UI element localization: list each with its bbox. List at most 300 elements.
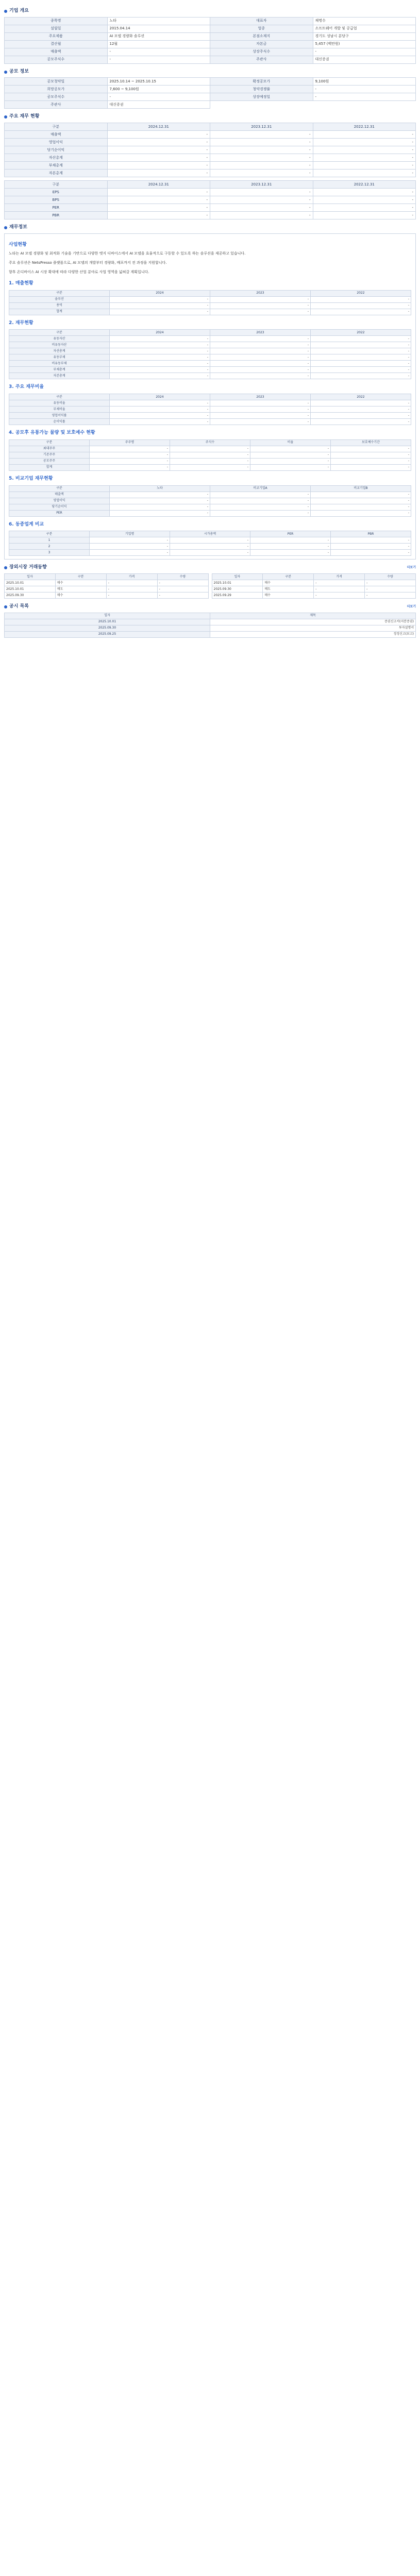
column-header: PBR bbox=[331, 531, 411, 537]
table-row bbox=[5, 592, 209, 598]
section-title-summary bbox=[4, 114, 416, 120]
table-row bbox=[9, 302, 411, 309]
table-cell: - bbox=[313, 196, 416, 204]
table-cell: - bbox=[210, 348, 311, 354]
table-cell: - bbox=[314, 586, 365, 592]
column-header: 비율 bbox=[250, 439, 331, 446]
header-row bbox=[5, 123, 416, 131]
table-cell: - bbox=[90, 464, 170, 470]
table-row bbox=[9, 550, 411, 556]
section-bullet-icon bbox=[4, 115, 7, 118]
info-value: AI 모델 경량화 솔루션 bbox=[107, 32, 210, 40]
table-cell: - bbox=[210, 146, 313, 154]
table-cell: - bbox=[313, 204, 416, 212]
table-cell: - bbox=[210, 212, 313, 219]
table-cell: - bbox=[107, 204, 210, 212]
info-label: 상장예정일 bbox=[210, 93, 313, 101]
table-cell: - bbox=[110, 510, 210, 516]
table-cell: - bbox=[110, 406, 210, 413]
valuation-table bbox=[9, 485, 411, 517]
table-cell: 부채총계 bbox=[9, 367, 110, 373]
table-cell: - bbox=[107, 189, 210, 196]
column-header: 수량 bbox=[157, 573, 208, 580]
table-row bbox=[5, 189, 416, 196]
info-value: 7,600 ~ 9,100원 bbox=[107, 86, 210, 93]
table-cell: 2025.09.29 bbox=[212, 592, 263, 598]
table-cell: 유동비율 bbox=[9, 400, 110, 406]
header-row bbox=[5, 181, 416, 189]
info-label: 매출액 bbox=[5, 48, 108, 56]
table-cell: - bbox=[210, 204, 313, 212]
info-row bbox=[5, 101, 416, 109]
info-value: - bbox=[313, 48, 416, 56]
table-cell: - bbox=[311, 492, 411, 498]
table-cell: - bbox=[170, 458, 250, 464]
info-value: - bbox=[107, 56, 210, 63]
column-header: 2022 bbox=[311, 394, 411, 400]
column-header: 구분 bbox=[9, 531, 90, 537]
table-cell: 2025.09.25 bbox=[5, 631, 210, 637]
table-cell: 부채총계 bbox=[5, 162, 108, 170]
table-cell: - bbox=[311, 498, 411, 504]
business-paragraph: 노타는 AI 모델 경량화 및 최적화 기술을 기반으로 다양한 엣지 디바이스에서 AI 모델을 효율적으로 구동할 수 있도록 하는 솔루션을 제공하고 있습니다. bbox=[9, 251, 246, 256]
info-label: 희망공모가 bbox=[5, 86, 108, 93]
table-cell: BPS bbox=[5, 196, 108, 204]
table-cell: - bbox=[210, 373, 311, 379]
info-row bbox=[5, 32, 416, 40]
column-header: 2023.12.31 bbox=[210, 181, 313, 189]
table-cell: - bbox=[170, 446, 250, 452]
table-cell: - bbox=[110, 302, 210, 309]
table-cell: - bbox=[250, 544, 331, 550]
column-header: 구분 bbox=[9, 290, 110, 296]
info-value: 대신증권 bbox=[107, 101, 210, 109]
business-paragraph: 주요 솔루션은 NetsPresso 플랫폼으로, AI 모델의 개발부터 경량화, 배포까지 전 과정을 지원합니다. bbox=[9, 261, 167, 265]
notices-more-link[interactable]: 더보기 bbox=[407, 604, 416, 608]
offering-table bbox=[4, 77, 416, 109]
table-row bbox=[212, 592, 416, 598]
column-header: 주주명 bbox=[90, 439, 170, 446]
table-cell: - bbox=[313, 170, 416, 177]
info-value: 대신증권 bbox=[313, 56, 416, 63]
table-cell: - bbox=[157, 592, 208, 598]
table-cell: - bbox=[110, 367, 210, 373]
business-paragraph: 향후 온디바이스 AI 시장 확대에 따라 다양한 산업 분야로 사업 영역을 넓혀갈 계획입니다. bbox=[9, 270, 149, 275]
info-label: 자본금 bbox=[210, 40, 313, 48]
table-cell: - bbox=[107, 170, 210, 177]
table-cell: 자산총계 bbox=[5, 154, 108, 162]
table-cell: 3 bbox=[9, 550, 90, 556]
table-row bbox=[9, 504, 411, 510]
table-row bbox=[9, 354, 411, 361]
table-cell: - bbox=[107, 131, 210, 139]
table-cell: - bbox=[250, 464, 331, 470]
table-cell: - bbox=[210, 367, 311, 373]
table-cell: - bbox=[313, 154, 416, 162]
trade-table-right bbox=[212, 573, 416, 599]
table-row bbox=[9, 419, 411, 425]
table-cell: - bbox=[313, 189, 416, 196]
table-cell: - bbox=[170, 537, 250, 544]
table-cell: 영업이익 bbox=[5, 139, 108, 146]
info-row bbox=[5, 25, 416, 32]
table-row bbox=[9, 406, 411, 413]
table-cell: - bbox=[110, 342, 210, 348]
table-row bbox=[5, 631, 416, 637]
table-cell: - bbox=[210, 336, 311, 342]
table-cell: - bbox=[311, 354, 411, 361]
table-row bbox=[5, 625, 416, 631]
table-row bbox=[5, 212, 416, 219]
table-row bbox=[9, 400, 411, 406]
table-cell: 당기순이익 bbox=[5, 146, 108, 154]
table-cell: 매도 bbox=[55, 586, 106, 592]
table-cell: 부채비율 bbox=[9, 406, 110, 413]
table-row bbox=[9, 336, 411, 342]
column-header: 구분 bbox=[5, 181, 108, 189]
info-value: 노타 bbox=[107, 17, 210, 25]
table-cell: PER bbox=[5, 204, 108, 212]
header-row bbox=[9, 394, 411, 400]
column-header: 일자 bbox=[5, 573, 56, 580]
table-cell: - bbox=[170, 544, 250, 550]
table-row bbox=[9, 498, 411, 504]
table-cell: - bbox=[311, 296, 411, 302]
trade-more-link[interactable]: 더보기 bbox=[407, 566, 416, 570]
table-cell: - bbox=[331, 458, 411, 464]
column-header: 2024.12.31 bbox=[107, 123, 210, 131]
business-block bbox=[4, 233, 416, 560]
table-cell: - bbox=[210, 309, 311, 315]
info-label: 주요제품 bbox=[5, 32, 108, 40]
table-row bbox=[9, 309, 411, 315]
table-cell: PBR bbox=[5, 212, 108, 219]
table-cell: - bbox=[250, 458, 331, 464]
table-cell: - bbox=[110, 400, 210, 406]
info-value: 2015.04.14 bbox=[107, 25, 210, 32]
table-cell: - bbox=[313, 162, 416, 170]
section-title-financial bbox=[4, 225, 416, 231]
table-row bbox=[9, 446, 411, 452]
info-label: 본점소재지 bbox=[210, 32, 313, 40]
info-row bbox=[5, 17, 416, 25]
table-cell: - bbox=[107, 146, 210, 154]
table-cell: - bbox=[210, 170, 313, 177]
table-cell: - bbox=[311, 309, 411, 315]
column-header: PER bbox=[250, 531, 331, 537]
info-label: 업종 bbox=[210, 25, 313, 32]
business-heading: 사업현황 bbox=[9, 242, 27, 247]
table-cell: - bbox=[365, 586, 416, 592]
column-header: 비교기업B bbox=[311, 485, 411, 492]
table-cell: 2025.10.01 bbox=[212, 580, 263, 586]
table-cell: - bbox=[250, 452, 331, 458]
table-cell: 2025.09.30 bbox=[5, 625, 210, 631]
info-value: 소프트웨어 개발 및 공급업 bbox=[313, 25, 416, 32]
table-cell: - bbox=[90, 446, 170, 452]
table-cell: - bbox=[90, 544, 170, 550]
table-cell: - bbox=[210, 419, 311, 425]
column-header: 2023 bbox=[210, 394, 311, 400]
table-cell: 솔루션 bbox=[9, 296, 110, 302]
fin-detail-heading: 2. 재무현황 bbox=[9, 320, 33, 326]
info-row bbox=[5, 93, 416, 101]
table-cell: 매수 bbox=[263, 580, 314, 586]
table-cell: 2025.10.01 bbox=[5, 619, 210, 625]
sales-heading: 1. 매출현황 bbox=[9, 281, 33, 286]
section-title-text: 주요 재무 현황 bbox=[9, 114, 40, 120]
table-row bbox=[9, 342, 411, 348]
table-cell: - bbox=[210, 296, 311, 302]
section-title-notices bbox=[4, 604, 416, 610]
summary-table bbox=[4, 123, 416, 177]
table-cell: - bbox=[110, 419, 210, 425]
table-cell: 유동부채 bbox=[9, 354, 110, 361]
column-header: 제목 bbox=[210, 613, 416, 619]
fin-detail-table bbox=[9, 329, 411, 379]
table-cell: 정정신고(보고) bbox=[210, 631, 416, 637]
valuation-heading: 5. 비교기업 재무현황 bbox=[9, 476, 53, 481]
column-header: 2023.12.31 bbox=[210, 123, 313, 131]
table-row bbox=[9, 492, 411, 498]
table-row bbox=[212, 586, 416, 592]
table-cell: 합계 bbox=[9, 464, 90, 470]
table-cell: - bbox=[90, 458, 170, 464]
table-cell: 2025.09.30 bbox=[5, 592, 56, 598]
table-row bbox=[9, 348, 411, 354]
table-cell: - bbox=[90, 550, 170, 556]
column-header: 일자 bbox=[5, 613, 210, 619]
table-cell: - bbox=[311, 504, 411, 510]
table-cell: - bbox=[110, 354, 210, 361]
header-row bbox=[9, 485, 411, 492]
column-header: 수량 bbox=[365, 573, 416, 580]
column-header: 구분 bbox=[9, 394, 110, 400]
table-cell: - bbox=[311, 373, 411, 379]
info-label: 공모주식수 bbox=[5, 93, 108, 101]
info-label: 주관사 bbox=[5, 101, 108, 109]
table-cell: - bbox=[331, 537, 411, 544]
table-cell: - bbox=[311, 302, 411, 309]
table-cell: - bbox=[210, 361, 311, 367]
table-cell: 매수 bbox=[55, 580, 106, 586]
table-cell: 유동자산 bbox=[9, 336, 110, 342]
info-row bbox=[5, 86, 416, 93]
table-cell: - bbox=[110, 498, 210, 504]
section-title-text: 공시 목록 bbox=[9, 603, 29, 609]
header-row bbox=[212, 573, 416, 580]
table-cell: 증권신고서(지분증권) bbox=[210, 619, 416, 625]
table-cell: - bbox=[110, 413, 210, 419]
table-cell: - bbox=[311, 361, 411, 367]
section-title-trade bbox=[4, 565, 416, 571]
column-header: 2024.12.31 bbox=[107, 181, 210, 189]
table-cell: - bbox=[210, 139, 313, 146]
trade-table-left bbox=[4, 573, 209, 599]
table-cell: 용역 bbox=[9, 302, 110, 309]
info-label: 공모청약일 bbox=[5, 78, 108, 86]
table-cell: EPS bbox=[5, 189, 108, 196]
table-cell: - bbox=[331, 464, 411, 470]
section-title-text: 장외시장 거래동향 bbox=[9, 565, 47, 570]
section-title-offering bbox=[4, 69, 416, 75]
table-cell: 매수 bbox=[263, 592, 314, 598]
per-share-table bbox=[4, 180, 416, 219]
column-header: 구분 bbox=[55, 573, 106, 580]
section-title-text: 기업 개요 bbox=[9, 8, 29, 13]
table-cell: - bbox=[311, 342, 411, 348]
table-row bbox=[5, 170, 416, 177]
column-header: 구분 bbox=[9, 439, 90, 446]
section-bullet-icon bbox=[4, 566, 7, 569]
info-value: - bbox=[313, 86, 416, 93]
column-header: 구분 bbox=[9, 485, 110, 492]
column-header: 시가총액 bbox=[170, 531, 250, 537]
header-row bbox=[9, 290, 411, 296]
table-cell: - bbox=[250, 550, 331, 556]
table-cell: - bbox=[311, 400, 411, 406]
section-title-text: 공모 정보 bbox=[9, 69, 29, 74]
table-cell: - bbox=[106, 592, 157, 598]
table-row bbox=[9, 296, 411, 302]
table-cell: 순이익률 bbox=[9, 419, 110, 425]
column-header: 2023 bbox=[210, 290, 311, 296]
info-row bbox=[5, 48, 416, 56]
table-cell: - bbox=[110, 504, 210, 510]
info-row bbox=[5, 40, 416, 48]
column-header: 2022 bbox=[311, 330, 411, 336]
table-cell: - bbox=[311, 510, 411, 516]
table-row bbox=[5, 139, 416, 146]
ratios-heading: 3. 주요 재무비율 bbox=[9, 384, 44, 390]
table-cell: 2 bbox=[9, 544, 90, 550]
header-row bbox=[9, 531, 411, 537]
info-value: 2025.10.14 ~ 2025.10.15 bbox=[107, 78, 210, 86]
table-cell: - bbox=[331, 550, 411, 556]
table-row bbox=[9, 537, 411, 544]
table-cell: 공모주주 bbox=[9, 458, 90, 464]
table-cell: 당기순이익 bbox=[9, 504, 110, 510]
table-cell: - bbox=[210, 162, 313, 170]
table-cell: 매도 bbox=[263, 586, 314, 592]
peer-heading: 6. 동종업계 비교 bbox=[9, 521, 44, 527]
table-row bbox=[9, 510, 411, 516]
table-cell: - bbox=[210, 354, 311, 361]
info-label: 설립일 bbox=[5, 25, 108, 32]
table-cell: - bbox=[311, 413, 411, 419]
info-label: 청약경쟁률 bbox=[210, 86, 313, 93]
shareholders-heading: 4. 공모후 유통가능 물량 및 보호예수 현황 bbox=[9, 430, 95, 436]
table-cell: 합계 bbox=[9, 309, 110, 315]
column-header: 기업명 bbox=[90, 531, 170, 537]
overview-table bbox=[4, 17, 416, 64]
table-cell: - bbox=[331, 452, 411, 458]
table-cell: 매출액 bbox=[9, 492, 110, 498]
table-cell: - bbox=[313, 212, 416, 219]
table-row bbox=[5, 146, 416, 154]
table-row bbox=[5, 586, 209, 592]
info-label: 종목명 bbox=[5, 17, 108, 25]
table-cell: - bbox=[110, 492, 210, 498]
table-cell: 투자설명서 bbox=[210, 625, 416, 631]
table-row bbox=[5, 154, 416, 162]
table-cell: - bbox=[110, 296, 210, 302]
info-value: 9,100원 bbox=[313, 78, 416, 86]
table-cell: - bbox=[210, 189, 313, 196]
info-label: 주관사 bbox=[210, 56, 313, 63]
table-cell: - bbox=[110, 373, 210, 379]
info-value: 12월 bbox=[107, 40, 210, 48]
header-row bbox=[5, 613, 416, 619]
column-header: 2024 bbox=[110, 394, 210, 400]
table-row bbox=[5, 196, 416, 204]
column-header: 2022.12.31 bbox=[313, 123, 416, 131]
section-bullet-icon bbox=[4, 71, 7, 74]
header-row bbox=[5, 573, 209, 580]
column-header: 2022 bbox=[311, 290, 411, 296]
table-cell: - bbox=[110, 361, 210, 367]
header-row bbox=[9, 439, 411, 446]
table-row bbox=[5, 580, 209, 586]
table-cell: - bbox=[314, 580, 365, 586]
table-cell: - bbox=[210, 154, 313, 162]
table-cell: - bbox=[107, 196, 210, 204]
section-bullet-icon bbox=[4, 10, 7, 13]
column-header: 노타 bbox=[110, 485, 210, 492]
table-row bbox=[5, 619, 416, 625]
info-row bbox=[5, 78, 416, 86]
table-cell: - bbox=[311, 406, 411, 413]
info-label: 상장주식수 bbox=[210, 48, 313, 56]
info-value: - bbox=[313, 93, 416, 101]
info-label: 결산월 bbox=[5, 40, 108, 48]
table-cell: 2025.10.01 bbox=[5, 580, 56, 586]
table-cell: 최대주주 bbox=[9, 446, 90, 452]
info-row bbox=[5, 56, 416, 63]
table-cell: - bbox=[311, 336, 411, 342]
table-row bbox=[9, 361, 411, 367]
table-cell: - bbox=[210, 510, 311, 516]
column-header: 2024 bbox=[110, 330, 210, 336]
table-cell: - bbox=[170, 550, 250, 556]
section-title-text: 재무정보 bbox=[9, 225, 27, 230]
table-cell: - bbox=[250, 446, 331, 452]
table-cell: - bbox=[210, 504, 311, 510]
table-cell: - bbox=[365, 580, 416, 586]
table-cell: - bbox=[331, 446, 411, 452]
table-cell: - bbox=[331, 544, 411, 550]
table-cell: - bbox=[314, 592, 365, 598]
table-cell: 매수 bbox=[55, 592, 106, 598]
table-cell: - bbox=[90, 452, 170, 458]
table-cell: - bbox=[210, 302, 311, 309]
column-header: 가격 bbox=[106, 573, 157, 580]
table-cell: 2025.10.01 bbox=[5, 586, 56, 592]
info-label: 확정공모가 bbox=[210, 78, 313, 86]
table-cell: - bbox=[170, 452, 250, 458]
table-cell: 영업이익 bbox=[9, 498, 110, 504]
table-row bbox=[9, 452, 411, 458]
table-cell: - bbox=[110, 348, 210, 354]
table-row bbox=[9, 413, 411, 419]
table-cell: 자본총계 bbox=[5, 170, 108, 177]
column-header: 일자 bbox=[212, 573, 263, 580]
shareholders-table bbox=[9, 439, 411, 471]
info-value: - bbox=[107, 93, 210, 101]
column-header: 구분 bbox=[9, 330, 110, 336]
header-row bbox=[9, 330, 411, 336]
table-cell: 자산총계 bbox=[9, 348, 110, 354]
